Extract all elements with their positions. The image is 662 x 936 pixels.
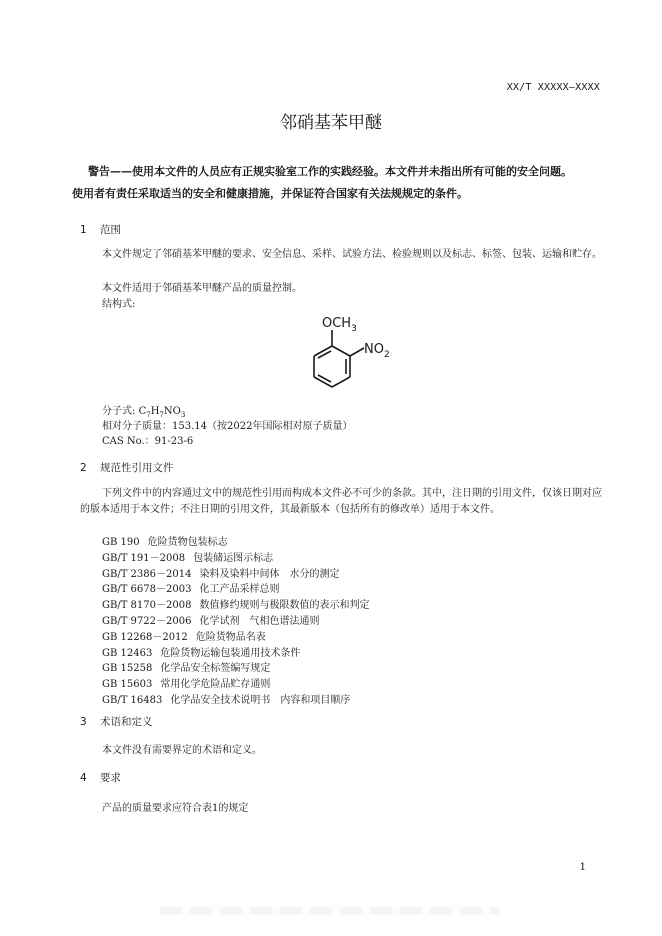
reference-item: GB 15603 常用化学危险品贮存通则	[102, 679, 271, 691]
footer-stripe	[160, 907, 500, 915]
reference-item: GB/T 191－2008 包装储运图示标志	[102, 552, 274, 564]
structural-formula-diagram	[300, 308, 410, 398]
section-number: 1	[80, 224, 87, 236]
scope-paragraph-1: 本文件规定了邻硝基苯甲醚的要求、安全信息、采样、试验方法、检验规则以及标志、标签、包装、运输和贮存。	[102, 249, 602, 260]
benzene-ring	[314, 330, 364, 387]
section-title: 术语和定义	[100, 716, 153, 728]
reference-item: GB 190 危险货物包装标志	[102, 537, 228, 548]
standard-number: XX/T XXXXX—XXXX	[506, 82, 600, 93]
reference-item: GB/T 16483 化学品安全技术说明书 内容和项目顺序	[102, 694, 351, 706]
warning-line-1: 警告——使用本文件的人员应有正规实验室工作的实践经验。本文件并未指出所有可能的安全问题。	[88, 165, 572, 178]
section-title: 要求	[100, 772, 121, 784]
reference-item: GB/T 9722－2006 化学试剂 气相色谱法通则	[102, 615, 320, 627]
section-2-heading	[80, 460, 174, 475]
section-number: 3	[80, 716, 87, 728]
normative-references-intro: 下列文件中的内容通过文中的规范性引用而构成本文件必不可少的条款。其中，注日期的引用文件，仅该日期对应的版本适用于本文件；不注日期的引用文件，其最新版本（包括所有的修改单）适用于本文件。	[80, 488, 602, 515]
reference-item: GB/T 8170－2008 数值修约规则与极限数值的表示和判定	[102, 600, 370, 612]
nitro-label: $NO_2$	[364, 342, 390, 360]
document-title: 邻硝基苯甲醚	[280, 113, 382, 133]
page-number: 1	[579, 862, 586, 873]
reference-item: GB 12268－2012 危险货物品名表	[102, 631, 266, 643]
section-number: 2	[80, 462, 87, 474]
reference-item: GB/T 6678－2003 化工产品采样总则	[102, 584, 280, 596]
relative-molecular-mass: 相对分子质量：153.14（按2022年国际相对原子质量）	[102, 421, 353, 432]
scope-paragraph-2: 本文件适用于邻硝基苯甲醚产品的质量控制。	[102, 283, 302, 294]
safety-warning	[72, 161, 602, 205]
section-3-heading	[80, 714, 153, 729]
reference-item: GB 15258 化学品安全标签编写规定	[102, 663, 271, 675]
section-number: 4	[80, 772, 87, 784]
methoxy-label: $OCH_3$	[322, 316, 357, 334]
cas-number: CAS No.：91-23-6	[102, 436, 194, 447]
reference-list	[102, 535, 369, 709]
section-title: 规范性引用文件	[100, 462, 174, 474]
section-4-heading	[80, 770, 121, 785]
molecular-formula: 分子式: $C_7H_7NO_3$	[102, 406, 186, 419]
reference-item: GB/T 2386－2014 染料及染料中间体 水分的测定	[102, 568, 340, 580]
requirements-paragraph: 产品的质量要求应符合表1的规定	[102, 803, 249, 814]
terms-paragraph: 本文件没有需要界定的术语和定义。	[102, 745, 262, 756]
section-1-heading	[80, 222, 121, 237]
section-title: 范围	[100, 224, 121, 236]
reference-item: GB 12463 危险货物运输包装通用技术条件	[102, 647, 301, 659]
structure-label: 结构式:	[102, 299, 136, 310]
warning-line-2: 使用者有责任采取适当的安全和健康措施，并保证符合国家有关法规规定的条件。	[72, 187, 468, 200]
